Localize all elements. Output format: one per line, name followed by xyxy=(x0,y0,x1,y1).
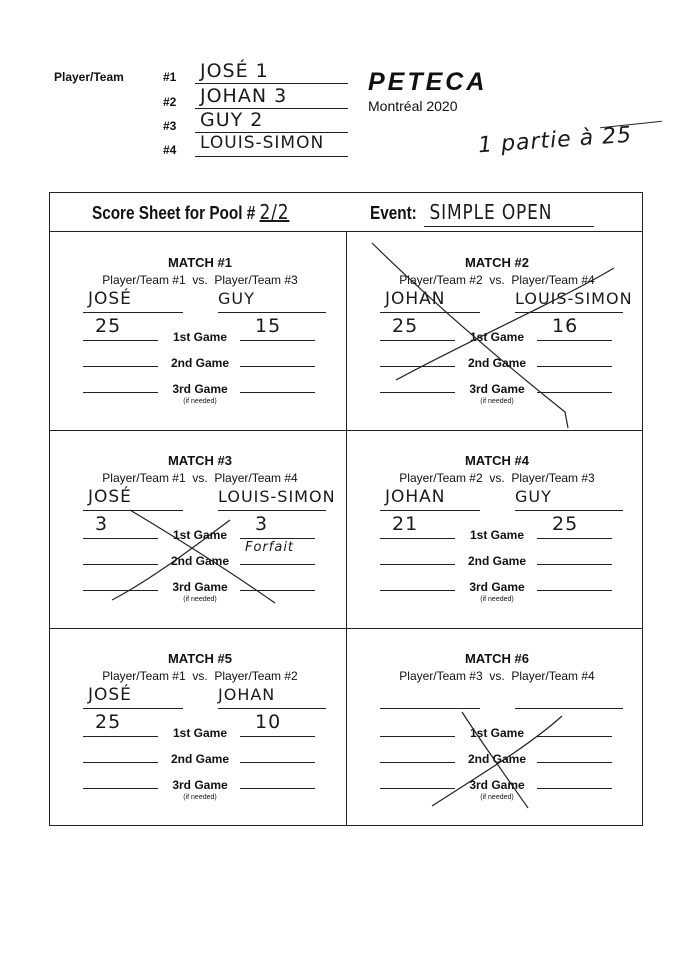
match-4-if-needed: (if needed) xyxy=(480,596,514,603)
player-name-1: JOSÉ 1 xyxy=(200,60,269,82)
match-5-right-label: Player/Team #2 xyxy=(214,669,298,683)
match-4-game-2-label: 2nd Game xyxy=(467,554,527,568)
match-5-game-2-label: 2nd Game xyxy=(170,752,230,766)
match-1-title: MATCH #1 xyxy=(167,255,233,270)
match-3-vs: vs. xyxy=(192,471,208,485)
match-2-game-2-label: 2nd Game xyxy=(467,356,527,370)
match-2-player-1: JOHAN xyxy=(385,289,446,309)
player-number-1: #1 xyxy=(163,70,177,84)
match-5-player-2: JOHAN xyxy=(218,685,276,704)
match-3-player-2: LOUIS-SIMON xyxy=(218,487,336,506)
match-1-player-1: JOSÉ xyxy=(88,289,132,309)
match-4-right-label: Player/Team #3 xyxy=(511,471,595,485)
match-3-game-2-label: 2nd Game xyxy=(170,554,230,568)
match-3-score-2: 3 xyxy=(255,513,269,535)
match-3-title: MATCH #3 xyxy=(167,453,233,468)
strike-match-2-a xyxy=(372,243,568,428)
match-4-vs: vs. xyxy=(489,471,505,485)
player-name-4: LOUIS-SIMON xyxy=(200,133,325,153)
match-4-game-3-label: 3rd Game xyxy=(469,580,525,594)
match-1-game-1-label: 1st Game xyxy=(172,330,228,344)
pool-value: 2/2 xyxy=(259,200,290,224)
player-name-2: JOHAN 3 xyxy=(200,85,288,107)
match-4-score-1: 21 xyxy=(392,513,419,535)
match-4-title: MATCH #4 xyxy=(464,453,530,468)
match-1-if-needed: (if needed) xyxy=(183,398,217,405)
match-6-right-label: Player/Team #4 xyxy=(511,669,595,683)
brand-logo: PETECA xyxy=(368,68,488,96)
match-5-vs: vs. xyxy=(192,669,208,683)
match-2-right-label: Player/Team #4 xyxy=(511,273,595,287)
match-2-score-2: 16 xyxy=(552,315,579,337)
player-team-label: Player/Team xyxy=(54,70,124,84)
match-1-player-2: GUY xyxy=(218,289,255,308)
match-1-game-2-label: 2nd Game xyxy=(170,356,230,370)
player-number-4: #4 xyxy=(163,143,177,157)
player-number-2: #2 xyxy=(163,95,177,109)
strike-match-6-a xyxy=(462,712,528,808)
match-6-left-label: Player/Team #3 xyxy=(399,669,483,683)
match-3-if-needed: (if needed) xyxy=(183,596,217,603)
match-6-title: MATCH #6 xyxy=(464,651,530,666)
match-2-title: MATCH #2 xyxy=(464,255,530,270)
match-2-game-3-label: 3rd Game xyxy=(469,382,525,396)
match-1-score-2: 15 xyxy=(255,315,282,337)
match-2-game-1-label: 1st Game xyxy=(469,330,525,344)
match-5-if-needed: (if needed) xyxy=(183,794,217,801)
match-1-game-3-label: 3rd Game xyxy=(172,382,228,396)
match-3-right-label: Player/Team #4 xyxy=(214,471,298,485)
match-1-vs: vs. xyxy=(192,273,208,287)
match-3-game-3-label: 3rd Game xyxy=(172,580,228,594)
match-2-if-needed: (if needed) xyxy=(480,398,514,405)
match-2-score-1: 25 xyxy=(392,315,419,337)
match-5-player-1: JOSÉ xyxy=(88,685,132,705)
match-3-score-1: 3 xyxy=(95,513,109,535)
match-2-player-2: LOUIS-SIMON xyxy=(515,289,633,308)
match-6-game-2-label: 2nd Game xyxy=(467,752,527,766)
event-value: SIMPLE OPEN xyxy=(429,200,553,224)
match-4-player-2: GUY xyxy=(515,487,552,506)
strike-match-6-b xyxy=(432,716,562,806)
match-5-score-1: 25 xyxy=(95,711,122,733)
match-1-right-label: Player/Team #3 xyxy=(214,273,298,287)
match-4-left-label: Player/Team #2 xyxy=(399,471,483,485)
player-name-3: GUY 2 xyxy=(200,109,264,131)
match-1-score-1: 25 xyxy=(95,315,122,337)
match-4-player-1: JOHAN xyxy=(385,487,446,507)
match-6-game-1-label: 1st Game xyxy=(469,726,525,740)
match-1-left-label: Player/Team #1 xyxy=(102,273,186,287)
match-3-player-1: JOSÉ xyxy=(88,487,132,507)
match-5-title: MATCH #5 xyxy=(167,651,233,666)
match-4-game-1-label: 1st Game xyxy=(469,528,525,542)
match-3-left-label: Player/Team #1 xyxy=(102,471,186,485)
match-6-vs: vs. xyxy=(489,669,505,683)
match-4-score-2: 25 xyxy=(552,513,579,535)
match-6-game-3-label: 3rd Game xyxy=(469,778,525,792)
match-6-if-needed: (if needed) xyxy=(480,794,514,801)
match-2-left-label: Player/Team #2 xyxy=(399,273,483,287)
player-number-3: #3 xyxy=(163,119,177,133)
match-3-game-1-label: 1st Game xyxy=(172,528,228,542)
handwritten-note: 1 partie à 25 xyxy=(477,122,633,159)
event-label: Event: xyxy=(370,203,417,223)
match-5-score-2: 10 xyxy=(255,711,282,733)
sheet-title-label: Score Sheet for Pool # xyxy=(92,203,256,223)
match-2-vs: vs. xyxy=(489,273,505,287)
match-5-game-1-label: 1st Game xyxy=(172,726,228,740)
match-5-game-3-label: 3rd Game xyxy=(172,778,228,792)
strike-match-3-b xyxy=(112,520,230,600)
match-3-extra-note: Forfait xyxy=(245,540,295,555)
match-5-left-label: Player/Team #1 xyxy=(102,669,186,683)
city-year: Montréal 2020 xyxy=(368,98,458,114)
strike-match-3-a xyxy=(130,510,275,603)
